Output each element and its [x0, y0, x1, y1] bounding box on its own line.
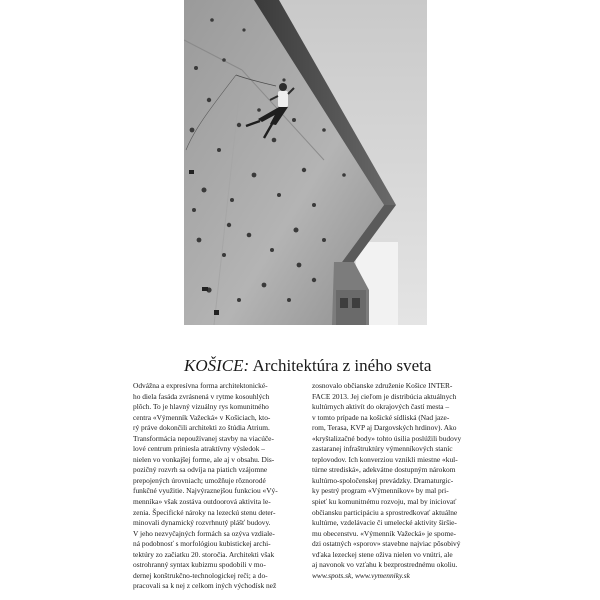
text-line: zenia. Špecifické nároky na lezeckú stenu deter- [133, 507, 276, 517]
text-line: dzi ostatných «sporov» stavebne najviac pôsobivý [312, 539, 461, 549]
text-line: centra «Výmenník Važecká» v Košiciach, kto- [133, 412, 271, 422]
text-line: V jeho nezvyčajných formách sa ozýva vzdiale- [133, 528, 275, 538]
text-line: ná podobnosť s morfológiou kubistickej archi- [133, 539, 271, 549]
text-line: spieť ku komunitnému rozvoju, mal by iniciovať [312, 497, 457, 507]
text-line: «kryštalizačné body» tohto úsilia poslúžili budovy [312, 433, 462, 443]
article-photo [184, 0, 427, 325]
text-line: Odvážna a expresívna forma architektonické- [133, 381, 268, 390]
text-line: pracovali sa k nej z celkom iných východísk než [133, 581, 277, 591]
text-line: funkčné využitie. Najvýraznejšou funkciou «Vý- [133, 486, 278, 496]
article-title-rest: Architektúra z iného sveta [249, 356, 432, 375]
text-line: FACE 2013. Jej cieľom je distribúcia aktuálnych [312, 391, 457, 401]
article-column-left [133, 381, 303, 592]
text-line: zastaranej infraštruktúry výmenníkových staníc [312, 444, 453, 454]
text-line: dernej konštrukčno-technologickej reči; a do- [133, 570, 268, 580]
text-line: zosnovalo občianske združenie Košice INTER- [312, 381, 453, 390]
text-line: kultúrno-spoločenskej prevádzky. Dramaturgic- [312, 475, 454, 485]
article-column-right [312, 381, 482, 581]
text-line: teplovodov. Ich konverziou vznikli miestne «kul- [312, 454, 458, 464]
text-line: menníka» však zostáva outdoorová aktivita le- [133, 497, 271, 507]
article-title [184, 356, 484, 376]
text-line: rý práve dokončili architekti zo štúdia Atrium. [133, 423, 270, 433]
text-line: pozičný rozvrh sa odvíja na piatich vzájomne [133, 465, 268, 475]
text-line: ho diela fasáda zvrásnená v rytme kosouhlých [133, 391, 270, 401]
text-line: ostrohranný syntax kubizmu spodobili v mo- [133, 560, 266, 570]
text-line: kultúrnych aktivít do okrajových častí mesta – [312, 402, 450, 412]
text-line: plôch. To je hlavný vizuálny rys komunitného [133, 402, 269, 412]
text-line: nielen vo vonkajšej forme, ale aj v obsahu. Dis- [133, 454, 275, 464]
text-line: v tomto prípade na košické sídliská (Nad jaze- [312, 412, 450, 422]
text-line: túrne strediská», adekvátne dostupným nárokom [312, 465, 456, 475]
text-line: občiansku participáciu a sprostredkovať aktuálne [312, 507, 458, 517]
text-line: minovali dynamický rozvrhnutý plášť budovy. [133, 518, 271, 528]
text-line: vďaka lezeckej stene oživa nielen vo vnútri, ale [312, 549, 453, 559]
text-line: mu obecenstvu. «Výmenník Važecká» je spome- [312, 528, 456, 538]
text-line: Transformácia nepoužívanej stavby na viacúče- [133, 433, 274, 443]
text-line: lové centrum priniesla atraktívny výsledok – [133, 444, 265, 454]
text-line: ky pestrý program «Výmenníkov» by mal pri- [312, 486, 449, 496]
text-line: prepojených úrovniach; umožňuje rôznorodé [133, 475, 266, 485]
text-line: rom, Terasa, KVP aj Dargovských hrdinov). Ako [312, 423, 457, 433]
text-line: kultúrne, vzdelávacie či umelecké aktivity širšie- [312, 518, 457, 528]
article-title-city: KOŠICE: [184, 356, 250, 375]
text-line: aj navonok vo vzťahu k bezprostrednému okoliu. [312, 560, 458, 570]
article-links[interactable]: www.spots.sk, www.vymenniky.sk [312, 570, 410, 580]
text-line: tektúry zo začiatku 20. storočia. Architekti však [133, 549, 275, 559]
